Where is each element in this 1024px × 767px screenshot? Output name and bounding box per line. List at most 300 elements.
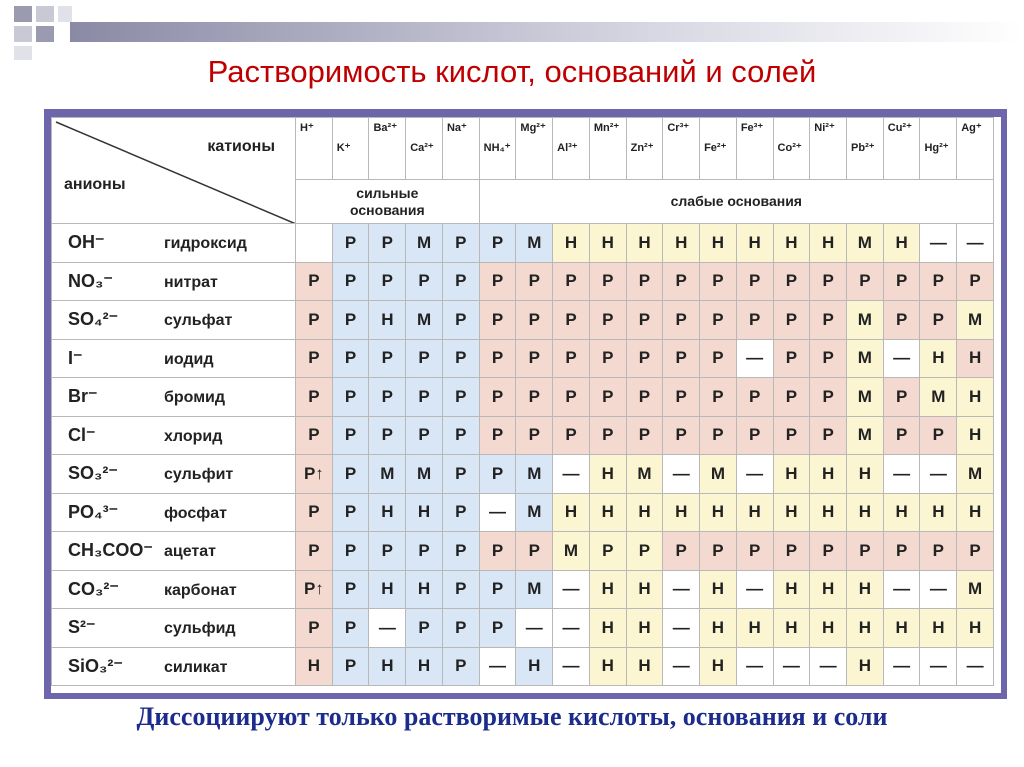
solubility-cell: Р	[406, 609, 443, 648]
solubility-cell: М	[920, 378, 957, 417]
solubility-cell: Р	[957, 532, 994, 571]
solubility-cell: —	[553, 647, 590, 686]
solubility-cell: Р	[700, 378, 737, 417]
anion-formula: Br⁻	[68, 386, 98, 407]
anion-name: сульфит	[164, 466, 234, 484]
solubility-cell: —	[957, 224, 994, 263]
solubility-cell: —	[736, 647, 773, 686]
solubility-cell: Р	[332, 224, 369, 263]
solubility-cell: —	[553, 570, 590, 609]
solubility-cell: Р	[920, 301, 957, 340]
solubility-cell: Н	[369, 570, 406, 609]
anion-cell	[52, 493, 296, 532]
solubility-cell: Р	[626, 532, 663, 571]
solubility-cell: Р	[663, 532, 700, 571]
anion-formula: SO₃²⁻	[68, 463, 118, 484]
solubility-cell: Н	[847, 493, 884, 532]
solubility-cell: М	[516, 493, 553, 532]
solubility-cell: М	[957, 301, 994, 340]
solubility-cell: Н	[957, 416, 994, 455]
table-row	[52, 455, 994, 494]
solubility-cell: Р	[773, 532, 810, 571]
cation-header	[296, 118, 333, 180]
solubility-cell: —	[663, 570, 700, 609]
solubility-cell: —	[663, 455, 700, 494]
solubility-cell: Н	[589, 647, 626, 686]
solubility-cell: Н	[847, 647, 884, 686]
solubility-cell: Р	[663, 339, 700, 378]
cation-top: Ba²⁺	[373, 122, 397, 134]
solubility-cell: Н	[626, 647, 663, 686]
solubility-cell: Н	[773, 455, 810, 494]
anion-name: ацетат	[164, 543, 216, 561]
solubility-cell: Р	[589, 532, 626, 571]
solubility-cell: —	[920, 570, 957, 609]
solubility-cell: —	[883, 647, 920, 686]
solubility-cell: М	[957, 455, 994, 494]
solubility-cell: Р	[442, 455, 479, 494]
cation-top: H⁺	[300, 122, 314, 134]
anion-cell	[52, 416, 296, 455]
table-row	[52, 224, 994, 263]
solubility-cell: Р	[553, 339, 590, 378]
solubility-cell: М	[847, 301, 884, 340]
solubility-cell: Р	[810, 301, 847, 340]
cation-header	[810, 118, 847, 180]
anion-cell	[52, 339, 296, 378]
solubility-cell: Р	[626, 339, 663, 378]
solubility-cell: Р	[773, 416, 810, 455]
solubility-cell: Р	[773, 262, 810, 301]
solubility-cell: Р	[296, 262, 333, 301]
cation-header	[847, 118, 884, 180]
cation-top: Na⁺	[446, 122, 467, 134]
strong-bases-label: сильные основания	[296, 180, 480, 224]
cation-header	[736, 118, 773, 180]
solubility-cell: Р	[626, 378, 663, 417]
solubility-cell: Н	[369, 301, 406, 340]
solubility-cell: Н	[406, 570, 443, 609]
solubility-cell: Р	[442, 378, 479, 417]
anion-formula: CH₃COO⁻	[68, 540, 153, 561]
solubility-cell	[296, 224, 333, 263]
solubility-cell: Р	[332, 416, 369, 455]
solubility-cell: Н	[810, 609, 847, 648]
solubility-cell: Р	[332, 455, 369, 494]
table-row	[52, 301, 994, 340]
table-row	[52, 339, 994, 378]
anion-cell	[52, 570, 296, 609]
solubility-cell: Р↑	[296, 570, 333, 609]
solubility-cell: Р	[442, 416, 479, 455]
solubility-cell: Н	[847, 570, 884, 609]
weak-bases-label: слабые основания	[479, 180, 993, 224]
solubility-cell: Р	[957, 262, 994, 301]
solubility-cell: Р	[883, 262, 920, 301]
solubility-cell: Р	[810, 532, 847, 571]
solubility-cell: —	[773, 647, 810, 686]
solubility-cell: М	[847, 416, 884, 455]
solubility-cell: Н	[663, 224, 700, 263]
solubility-cell: Р	[736, 378, 773, 417]
solubility-cell: Н	[810, 570, 847, 609]
solubility-cell: М	[957, 570, 994, 609]
solubility-cell: Р	[369, 339, 406, 378]
solubility-cell: —	[479, 647, 516, 686]
corner-square	[36, 26, 54, 42]
solubility-cell: Р	[773, 378, 810, 417]
cation-header	[700, 118, 737, 180]
solubility-cell: Н	[700, 224, 737, 263]
anion-cell	[52, 224, 296, 263]
solubility-cell: Р	[626, 301, 663, 340]
anion-name: хлорид	[164, 427, 223, 445]
cation-header	[332, 118, 369, 180]
solubility-cell: Р	[589, 301, 626, 340]
solubility-cell: Н	[589, 493, 626, 532]
solubility-cell: Н	[406, 493, 443, 532]
solubility-cell: Р	[920, 262, 957, 301]
solubility-cell: Р	[516, 378, 553, 417]
solubility-cell: М	[369, 455, 406, 494]
corner-square	[58, 6, 72, 22]
solubility-cell: Р	[516, 262, 553, 301]
corner-square	[36, 6, 54, 22]
cation-header	[957, 118, 994, 180]
cation-bottom: NH₄⁺	[483, 142, 511, 154]
solubility-cell: Н	[773, 224, 810, 263]
anion-name: бромид	[164, 389, 226, 407]
solubility-cell: Р	[332, 532, 369, 571]
table-row	[52, 609, 994, 648]
solubility-cell: Р	[920, 532, 957, 571]
solubility-cell: —	[810, 647, 847, 686]
solubility-cell: Р	[369, 224, 406, 263]
solubility-cell: М	[700, 455, 737, 494]
solubility-cell: Н	[663, 493, 700, 532]
solubility-cell: Р	[773, 339, 810, 378]
solubility-cell: Р	[663, 378, 700, 417]
cation-header	[920, 118, 957, 180]
solubility-cell: —	[736, 339, 773, 378]
solubility-cell: Н	[957, 609, 994, 648]
cation-bottom: Al³⁺	[557, 142, 578, 154]
solubility-cell: Н	[296, 647, 333, 686]
solubility-cell: Р	[369, 532, 406, 571]
anion-formula: I⁻	[68, 347, 83, 368]
solubility-cell: Н	[553, 224, 590, 263]
anions-label: анионы	[64, 176, 126, 193]
solubility-cell: Н	[847, 455, 884, 494]
solubility-cell: Р	[296, 378, 333, 417]
solubility-cell: Р	[332, 262, 369, 301]
solubility-cell: —	[663, 647, 700, 686]
solubility-cell: Н	[626, 609, 663, 648]
solubility-cell: Н	[589, 455, 626, 494]
table-row	[52, 262, 994, 301]
solubility-cell: Н	[369, 647, 406, 686]
solubility-cell: Н	[957, 378, 994, 417]
anion-name: карбонат	[164, 581, 237, 599]
solubility-cell: Р	[589, 262, 626, 301]
solubility-cell: Н	[589, 570, 626, 609]
solubility-cell: —	[920, 455, 957, 494]
anion-formula: PO₄³⁻	[68, 501, 119, 522]
solubility-cell: Р	[406, 339, 443, 378]
cation-header	[479, 118, 516, 180]
solubility-cell: Р	[296, 339, 333, 378]
solubility-cell: Н	[773, 493, 810, 532]
cation-bottom: Ca²⁺	[410, 142, 434, 154]
solubility-cell: Р	[296, 609, 333, 648]
solubility-cell: Р	[296, 301, 333, 340]
solubility-cell: Р	[479, 609, 516, 648]
solubility-cell: М	[553, 532, 590, 571]
solubility-cell: М	[516, 455, 553, 494]
solubility-cell: Н	[589, 609, 626, 648]
table-corner-cell	[52, 118, 296, 224]
solubility-cell: Н	[883, 609, 920, 648]
solubility-cell: Н	[957, 493, 994, 532]
anion-cell	[52, 262, 296, 301]
solubility-cell: Р	[920, 416, 957, 455]
solubility-cell: Р	[883, 378, 920, 417]
anion-formula: SiO₃²⁻	[68, 655, 123, 676]
anion-name: нитрат	[164, 273, 218, 291]
solubility-cell: Р	[663, 301, 700, 340]
solubility-cell: Р	[332, 609, 369, 648]
table-row	[52, 647, 994, 686]
solubility-cell: Р	[479, 378, 516, 417]
cation-top: Ni²⁺	[814, 122, 835, 134]
solubility-cell: Р	[553, 378, 590, 417]
solubility-cell: Р	[847, 532, 884, 571]
anion-name: сульфат	[164, 312, 233, 330]
cation-header	[369, 118, 406, 180]
cation-top: Cr³⁺	[667, 122, 690, 134]
solubility-cell: Н	[736, 493, 773, 532]
solubility-cell: Р	[479, 339, 516, 378]
anion-cell	[52, 532, 296, 571]
solubility-cell: Р	[700, 339, 737, 378]
solubility-cell: Р	[663, 416, 700, 455]
solubility-cell: Р	[479, 262, 516, 301]
solubility-cell: Н	[406, 647, 443, 686]
table-row	[52, 532, 994, 571]
solubility-cell: Н	[810, 455, 847, 494]
solubility-cell: Р	[406, 262, 443, 301]
solubility-cell: Р	[332, 493, 369, 532]
solubility-cell: Р	[810, 262, 847, 301]
cation-bottom: Pb²⁺	[851, 142, 875, 154]
solubility-cell: Н	[847, 609, 884, 648]
solubility-cell: Р	[296, 532, 333, 571]
anion-formula: OH⁻	[68, 232, 105, 253]
anion-cell	[52, 647, 296, 686]
solubility-cell: Р	[516, 301, 553, 340]
solubility-cell: Р	[553, 416, 590, 455]
anion-name: иодид	[164, 350, 214, 368]
solubility-cell: Р	[442, 493, 479, 532]
solubility-cell: Р	[332, 378, 369, 417]
solubility-table	[51, 117, 994, 686]
corner-diagonal	[52, 118, 296, 224]
solubility-cell: Р	[296, 493, 333, 532]
solubility-cell: М	[847, 339, 884, 378]
solubility-cell: Н	[700, 493, 737, 532]
solubility-cell: Р	[810, 339, 847, 378]
solubility-cell: Р	[369, 416, 406, 455]
solubility-cell: Р	[516, 532, 553, 571]
solubility-cell: —	[883, 570, 920, 609]
solubility-cell: Р	[883, 301, 920, 340]
solubility-cell: Н	[810, 493, 847, 532]
cation-bottom: K⁺	[336, 142, 351, 154]
solubility-cell: Р	[479, 224, 516, 263]
solubility-cell: Н	[553, 493, 590, 532]
solubility-cell: —	[736, 455, 773, 494]
solubility-cell: Н	[626, 493, 663, 532]
solubility-cell: М	[406, 301, 443, 340]
solubility-cell: Р	[442, 570, 479, 609]
solubility-cell: Р	[479, 532, 516, 571]
solubility-cell: Р	[700, 532, 737, 571]
solubility-cell: Н	[957, 339, 994, 378]
anion-cell	[52, 455, 296, 494]
solubility-cell: Р	[296, 416, 333, 455]
solubility-cell: Р	[479, 301, 516, 340]
solubility-cell: Р	[626, 416, 663, 455]
anion-cell	[52, 378, 296, 417]
solubility-cell: Р	[589, 339, 626, 378]
solubility-cell: Р	[516, 416, 553, 455]
anion-formula: SO₄²⁻	[68, 309, 119, 330]
solubility-cell: Р	[773, 301, 810, 340]
cation-header	[883, 118, 920, 180]
solubility-cell: Р↑	[296, 455, 333, 494]
table-row	[52, 378, 994, 417]
solubility-cell: Н	[626, 570, 663, 609]
anion-formula: S²⁻	[68, 617, 96, 638]
solubility-cell: Р	[663, 262, 700, 301]
cation-header	[773, 118, 810, 180]
table-row	[52, 493, 994, 532]
solubility-cell: —	[883, 339, 920, 378]
solubility-cell: Р	[883, 416, 920, 455]
cation-top: Fe³⁺	[740, 122, 764, 134]
solubility-cell: Н	[736, 224, 773, 263]
solubility-cell: Р	[700, 301, 737, 340]
solubility-cell: —	[553, 455, 590, 494]
slide-title: Растворимость кислот, оснований и солей	[207, 54, 817, 89]
solubility-cell: М	[847, 378, 884, 417]
solubility-cell: Н	[589, 224, 626, 263]
anion-name: гидроксид	[164, 235, 247, 253]
solubility-cell: Р	[369, 378, 406, 417]
anion-cell	[52, 609, 296, 648]
solubility-cell: Н	[700, 570, 737, 609]
solubility-cell: М	[626, 455, 663, 494]
solubility-cell: Р	[736, 262, 773, 301]
solubility-cell: Р	[516, 339, 553, 378]
solubility-cell: Р	[332, 647, 369, 686]
solubility-cell: —	[957, 647, 994, 686]
solubility-cell: Н	[883, 493, 920, 532]
solubility-cell: Н	[773, 570, 810, 609]
solubility-cell: Р	[406, 378, 443, 417]
cation-header	[442, 118, 479, 180]
solubility-cell: Р	[479, 570, 516, 609]
corner-square	[14, 26, 32, 42]
anion-formula: Cl⁻	[68, 424, 96, 445]
solubility-cell: Н	[920, 493, 957, 532]
solubility-cell: М	[516, 224, 553, 263]
solubility-cell: Р	[810, 378, 847, 417]
solubility-cell: Р	[406, 532, 443, 571]
solubility-cell: —	[920, 224, 957, 263]
solubility-cell: Р	[442, 224, 479, 263]
solubility-cell: Н	[369, 493, 406, 532]
solubility-cell: Р	[442, 262, 479, 301]
solubility-cell: Р	[332, 339, 369, 378]
cation-header	[406, 118, 443, 180]
solubility-cell: Р	[442, 532, 479, 571]
solubility-cell: Н	[883, 224, 920, 263]
solubility-cell: Н	[773, 609, 810, 648]
solubility-cell: Р	[479, 416, 516, 455]
solubility-cell: Р	[700, 416, 737, 455]
solubility-cell: Н	[736, 609, 773, 648]
cation-bottom: Zn²⁺	[630, 142, 654, 154]
cation-bottom: Co²⁺	[777, 142, 802, 154]
solubility-cell: Р	[736, 416, 773, 455]
cations-label: катионы	[207, 138, 275, 155]
solubility-cell: Р	[589, 416, 626, 455]
cation-header	[553, 118, 590, 180]
cation-top: Mg²⁺	[520, 122, 546, 134]
cation-bottom: Fe²⁺	[704, 142, 727, 154]
solubility-cell: Р	[332, 301, 369, 340]
solubility-cell: —	[369, 609, 406, 648]
anion-formula: CO₃²⁻	[68, 578, 119, 599]
solubility-cell: Н	[626, 224, 663, 263]
cation-top: Mn²⁺	[593, 122, 620, 134]
solubility-cell: Р	[589, 378, 626, 417]
solubility-cell: Р	[736, 532, 773, 571]
cation-top: Cu²⁺	[887, 122, 912, 134]
slide-footer: Диссоциируют только растворимые кислоты, основания и соли	[136, 702, 888, 731]
solubility-cell: М	[406, 455, 443, 494]
header-bar	[70, 22, 1024, 42]
solubility-cell: М	[516, 570, 553, 609]
solubility-cell: Н	[700, 647, 737, 686]
cation-header	[626, 118, 663, 180]
solubility-cell: Р	[479, 455, 516, 494]
solubility-cell: —	[736, 570, 773, 609]
cation-top: Ag⁺	[961, 122, 982, 134]
table-row	[52, 570, 994, 609]
solubility-cell: Н	[920, 609, 957, 648]
solubility-cell: Р	[406, 416, 443, 455]
solubility-cell: Р	[700, 262, 737, 301]
solubility-cell: Р	[883, 532, 920, 571]
solubility-cell: М	[406, 224, 443, 263]
solubility-cell: Р	[810, 416, 847, 455]
solubility-cell: Р	[736, 301, 773, 340]
solubility-cell: Н	[810, 224, 847, 263]
anion-name: сульфид	[164, 620, 236, 638]
solubility-cell: М	[847, 224, 884, 263]
